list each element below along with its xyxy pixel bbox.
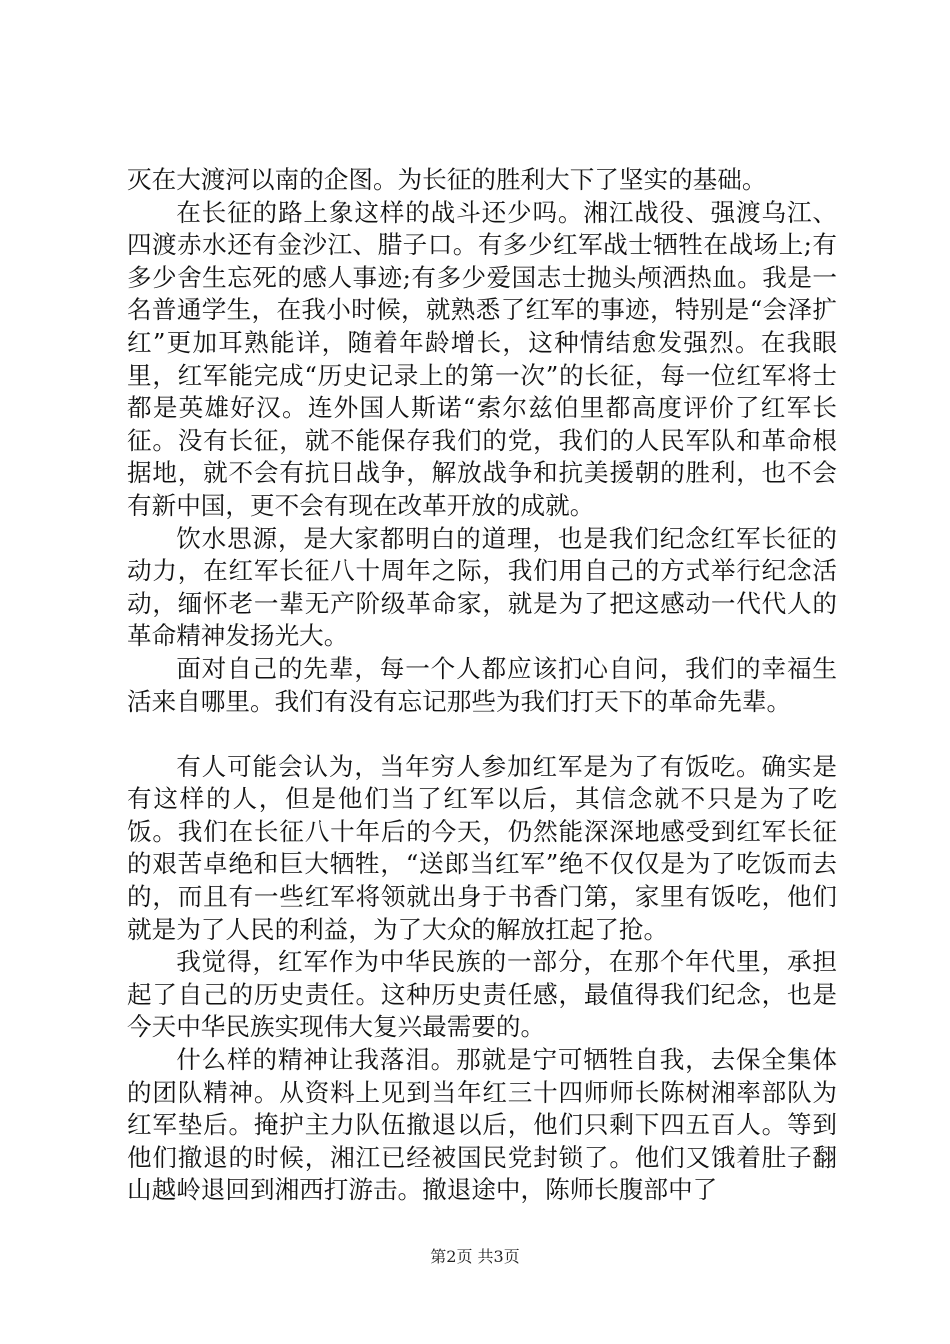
paragraph-gap [127, 718, 837, 751]
paragraph-remembrance: 饮水思源，是大家都明白的道理，也是我们纪念红军长征的动力，在红军长征八十周年之际，我们用自己的方式举行纪念活动，缅怀老一辈无产阶级革命家，就是为了把这感动一代代人的革命精神发扬光大。 [127, 523, 837, 651]
paragraph-team-spirit: 什么样的精神让我落泪。那就是宁可牺牲自我，去保全集体的团队精神。从资料上见到当年红三十四师师长陈树湘率部队为红军垫后。掩护主力队伍撤退以后，他们只剩下四五百人。等到他们撤退的时候，湘江已经被国民党封锁了。他们又饿着肚子翻山越岭退回到湘西打游击。撤退途中，陈师长腹部中了 [127, 1045, 837, 1205]
document-body [127, 164, 837, 1207]
paragraph-reflection: 面对自己的先辈，每一个人都应该扪心自问，我们的幸福生活来自哪里。我们有没有忘记那些为我们打天下的革命先辈。 [127, 653, 837, 716]
paragraph-continuation: 灭在大渡河以南的企图。为长征的胜利大下了坚实的基础。 [127, 165, 767, 194]
page-number-footer: 第2页 共3页 [430, 1247, 520, 1266]
paragraph-motivation: 有人可能会认为，当年穷人参加红军是为了有饭吃。确实是有这样的人，但是他们当了红军以后，其信念就不只是为了吃饭。我们在长征八十年后的今天，仍然能深深地感受到红军长征的艰苦卓绝和巨大牺牲，“送郎当红军”绝不仅仅是为了吃饭而去的，而且有一些红军将领就出身于书香门第，家里有饭吃，他们就是为了人民的利益，为了大众的解放扛起了抢。 [127, 751, 837, 944]
paragraph-responsibility: 我觉得，红军作为中华民族的一部分，在那个年代里，承担起了自己的历史责任。这种历史责任感，最值得我们纪念，也是今天中华民族实现伟大复兴最需要的。 [127, 947, 837, 1042]
paragraph-battles: 在长征的路上象这样的战斗还少吗。湘江战役、强渡乌江、四渡赤水还有金沙江、腊子口。有多少红军战士牺牲在战场上;有多少舍生忘死的感人事迹;有多少爱国志士抛头颅洒热血。我是一名普通学生，在我小时候，就熟悉了红军的事迹，特别是“会泽扩红”更加耳熟能详，随着年龄增长，这种情结愈发强烈。在我眼里，红军能完成“历史记录上的第一次”的长征，每一位红军将士都是英雄好汉。连外国人斯诺“索尔兹伯里都高度评价了红军长征。没有长征，就不能保存我们的党，我们的人民军队和革命根据地，就不会有抗日战争，解放战争和抗美援朝的胜利，也不会有新中国，更不会有现在改革开放的成就。 [127, 197, 837, 520]
